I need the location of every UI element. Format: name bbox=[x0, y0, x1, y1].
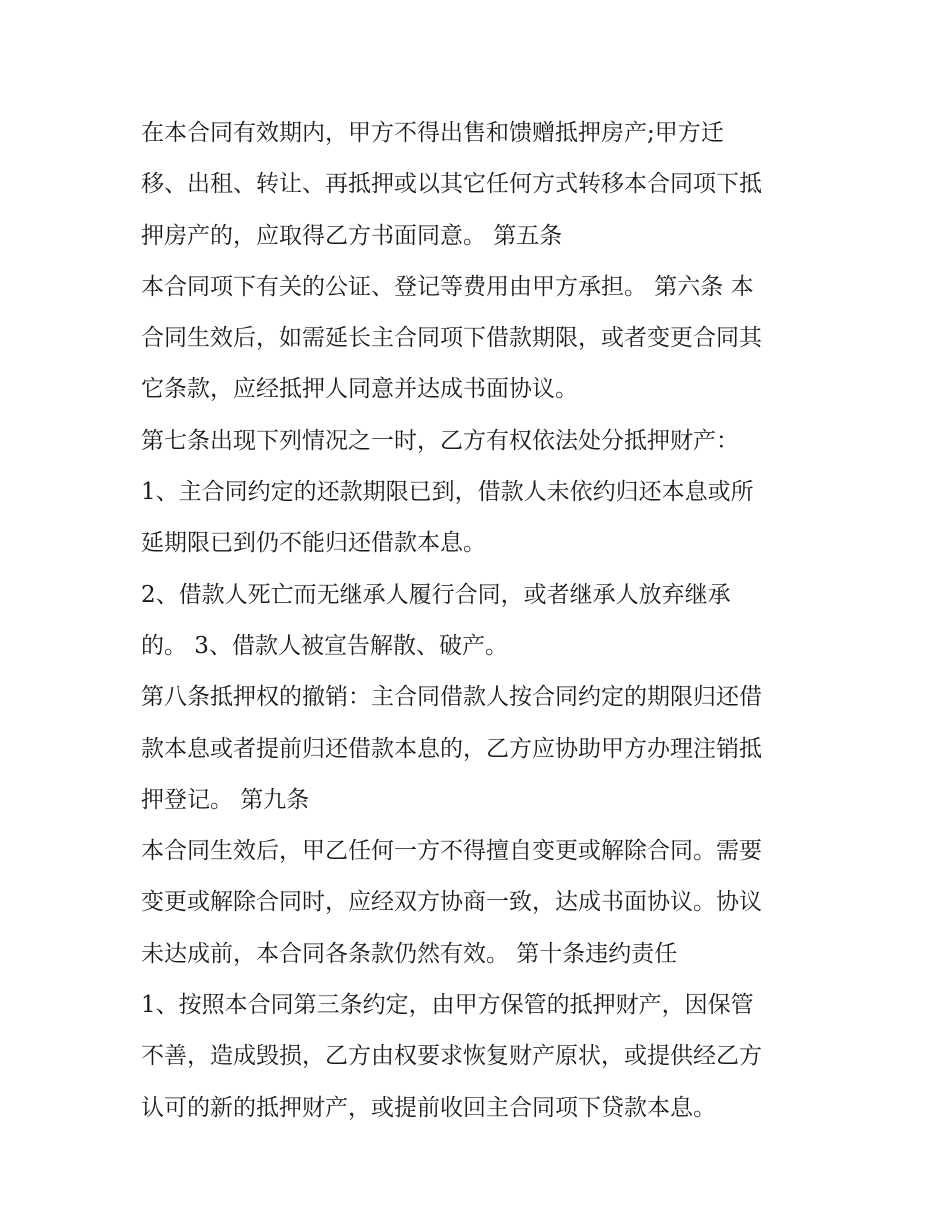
text-line: 合同生效后，如需延长主合同项下借款期限，或者变更合同其 bbox=[141, 325, 762, 352]
text-line: 移、出租、转让、再抵押或以其它任何方式转移本合同项下抵 bbox=[141, 171, 762, 198]
text-line: 本合同生效后，甲乙任何一方不得擅自变更或解除合同。需要 bbox=[141, 838, 762, 865]
text-line: 延期限已到仍不能归还借款本息。 bbox=[141, 530, 486, 557]
text-line: 第七条出现下列情况之一时，乙方有权依法处分抵押财产： bbox=[141, 427, 739, 454]
text-line: 变更或解除合同时，应经双方协商一致，达成书面协议。协议 bbox=[141, 889, 762, 916]
text-line: 在本合同有效期内，甲方不得出售和馈赠抵押房产;甲方迁 bbox=[141, 120, 724, 146]
text-line: 1、主合同约定的还款期限已到，借款人未依约归还本息或所 bbox=[141, 479, 754, 506]
contract-text bbox=[141, 108, 841, 1134]
text-line: 本合同项下有关的公证、登记等费用由甲方承担。 第六条 本 bbox=[141, 273, 754, 300]
text-line: 未达成前，本合同各条款仍然有效。 第十条违约责任 bbox=[141, 940, 678, 967]
text-line: 认可的新的抵押财产，或提前收回主合同项下贷款本息。 bbox=[141, 1094, 716, 1121]
text-line: 2、借款人死亡而无继承人履行合同，或者继承人放弃继承 bbox=[141, 581, 731, 608]
text-line: 第八条抵押权的撤销：主合同借款人按合同约定的期限归还借 bbox=[141, 684, 762, 711]
text-line: 押登记。 第九条 bbox=[141, 786, 310, 813]
text-line: 的。 3、借款人被宣告解散、破产。 bbox=[141, 632, 508, 659]
text-line: 1、按照本合同第三条约定，由甲方保管的抵押财产，因保管 bbox=[141, 992, 754, 1019]
text-line: 不善，造成毁损，乙方由权要求恢复财产原状，或提供经乙方 bbox=[141, 1043, 762, 1070]
text-line: 押房产的，应取得乙方书面同意。 第五条 bbox=[141, 222, 563, 249]
text-line: 款本息或者提前归还借款本息的，乙方应协助甲方办理注销抵 bbox=[141, 735, 762, 762]
text-line: 它条款，应经抵押人同意并达成书面协议。 bbox=[141, 376, 578, 403]
